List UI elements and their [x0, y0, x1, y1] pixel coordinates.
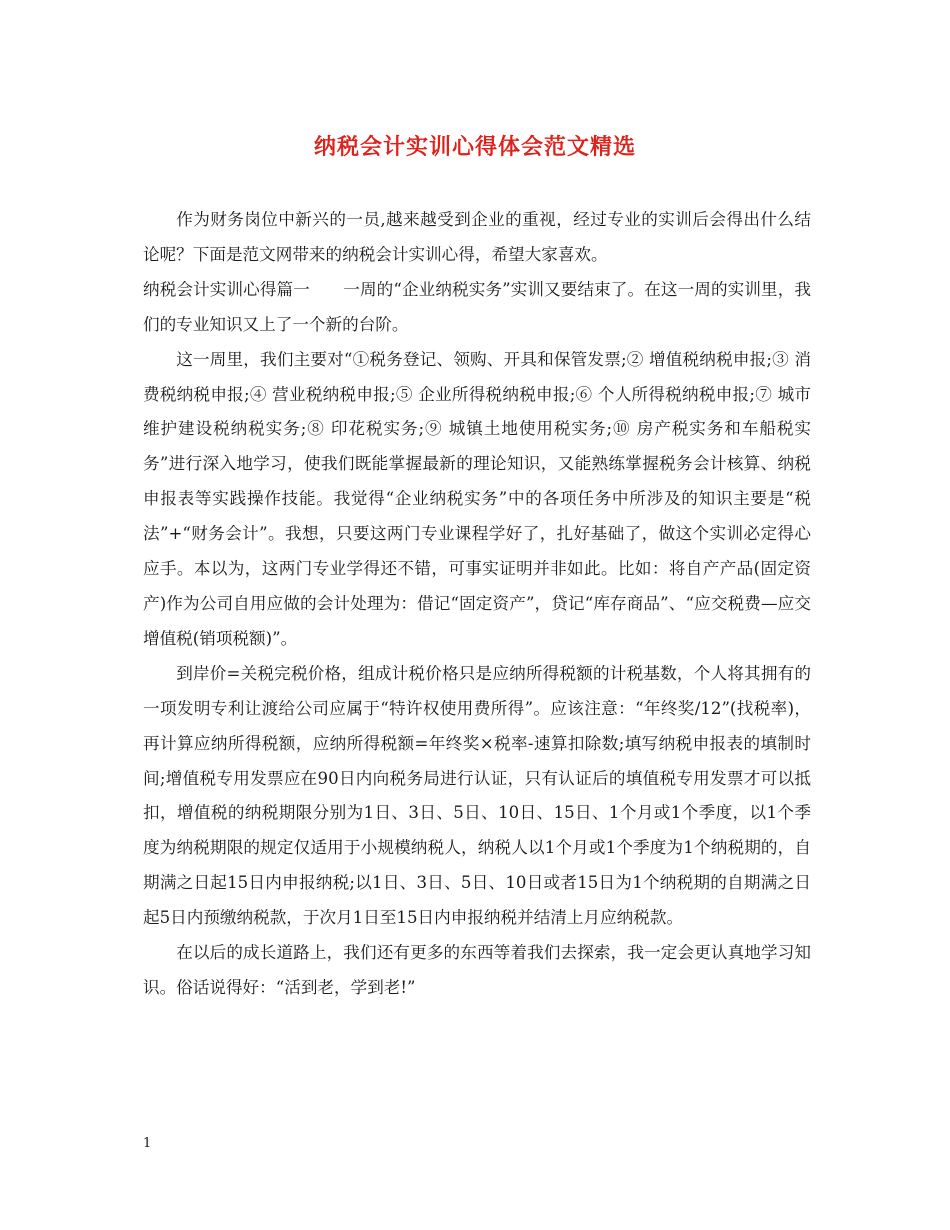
- paragraph-section-heading: 纳税会计实训心得篇一 一周的“企业纳税实务”实训又要结束了。在这一周的实训里，我们的专业知识又上了一个新的台阶。: [143, 279, 811, 334]
- paragraph-intro: 作为财务岗位中新兴的一员,越来越受到企业的重视，经过专业的实训后会得出什么结论呢？下面是范文网带来的纳税会计实训心得，希望大家喜欢。: [143, 210, 811, 264]
- paragraph-tax-topics: 这一周里，我们主要对“①税务登记、领购、开具和保管发票;② 增值税纳税申报;③ 消费税纳税申报;④ 营业税纳税申报;⑤ 企业所得税纳税申报;⑥ 个人所得税纳税申报;⑦ 城市维护建设税纳税实务;⑧ 印花税实务;⑨ 城镇土地使用税实务;⑩ 房产税实务和车船税实务”进行深入地学习，使我们既能掌握最新的理论知识，又能熟练掌握税务会计核算、纳税申报表等实践操作技能。我觉得“企业纳税实务”中的各项任务中所涉及的知识主要是“税法”+“财务会计”。我想，只要这两门专业课程学好了，扎好基础了，做这个实训必定得心应手。本以为，这两门专业学得还不错，可事实证明并非如此。比如：将自产产品(固定资产)作为公司自用应做的会计处理为：借记“固定资产”，贷记“库存商品”、“应交税费—应交增值税(销项税额)”。: [143, 349, 811, 648]
- paragraph-tax-notes: 到岸价=关税完税价格，组成计税价格只是应纳所得税额的计税基数，个人将其拥有的一项发明专利让渡给公司应属于“特许权使用费所得”。应该注意：“年终奖/12”(找税率)，再计算应纳所得税额，应纳所得税额=年终奖×税率-速算扣除数;填写纳税申报表的填制时间;增值税专用发票应在90日内向税务局进行认证，只有认证后的填值税专用发票才可以抵扣，增值税的纳税期限分别为1日、3日、5日、10日、15日、1个月或1个季度，以1个季度为纳税期限的规定仅适用于小规模纳税人，纳税人以1个月或1个季度为1个纳税期的，自期满之日起15日内申报纳税;以1日、3日、5日、10日或者15日为1个纳税期的自期满之日起5日内预缴纳税款，于次月1日至15日内申报纳税并结清上月应纳税款。: [143, 663, 811, 928]
- document-body: [143, 203, 811, 1006]
- document-title: 纳税会计实训心得体会范文精选: [313, 134, 636, 160]
- page-number: 1: [143, 1136, 152, 1151]
- paragraph-conclusion: 在以后的成长道路上，我们还有更多的东西等着我们去探索，我一定会更认真地学习知识。俗话说得好：“活到老，学到老!”: [143, 943, 811, 997]
